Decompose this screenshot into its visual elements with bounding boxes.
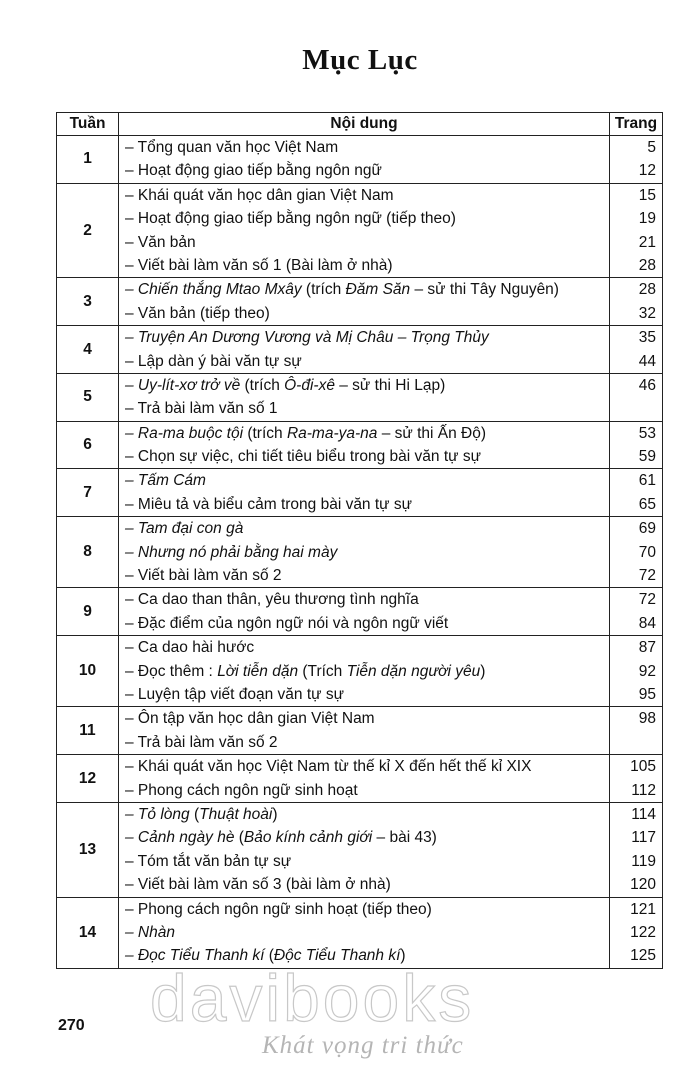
entry-text: ) <box>480 662 486 680</box>
toc-entry <box>119 707 609 730</box>
week-row <box>57 588 663 636</box>
page-ref: 65 <box>638 495 656 513</box>
content-cell <box>119 802 610 897</box>
content-cell <box>119 517 610 588</box>
toc-entry <box>119 207 609 230</box>
page-cell <box>610 469 663 517</box>
page-ref: 19 <box>638 210 656 228</box>
toc-entry <box>119 612 609 635</box>
watermark-tagline: Khát vọng tri thức <box>262 1032 464 1059</box>
entry-text: – Phong cách ngôn ngữ sinh hoạt <box>125 781 358 799</box>
page-ref: 105 <box>630 758 656 776</box>
entry-text: ( <box>264 947 274 965</box>
toc-entry <box>119 898 609 921</box>
page-ref: 95 <box>638 685 656 703</box>
page-cell <box>610 183 663 278</box>
page-cell <box>610 326 663 374</box>
toc-entry <box>119 517 609 540</box>
entry-text: – Phong cách ngôn ngữ sinh hoạt (tiếp theo) <box>125 900 432 918</box>
toc-entry <box>119 493 609 516</box>
toc-entry <box>119 683 609 706</box>
content-cell <box>119 469 610 517</box>
entry-title-italic: – Tấm Cám <box>125 472 206 490</box>
week-number: 3 <box>57 278 119 326</box>
content-cell <box>119 421 610 469</box>
week-row <box>57 802 663 897</box>
week-row <box>57 326 663 374</box>
entry-title-italic: Lời tiễn dặn <box>217 662 299 680</box>
page-cell <box>610 517 663 588</box>
entry-text: – Ôn tập văn học dân gian Việt Nam <box>125 710 375 728</box>
toc-entry <box>119 850 609 873</box>
entry-text: – sử thi Hi Lạp) <box>334 376 446 394</box>
week-row <box>57 183 663 278</box>
week-number: 14 <box>57 897 119 968</box>
content-cell <box>119 326 610 374</box>
toc-entry <box>119 588 609 611</box>
entry-title-italic: – Nhưng nó phải bằng hai mày <box>125 543 338 561</box>
week-row <box>57 636 663 707</box>
week-number: 12 <box>57 755 119 803</box>
page-ref: 120 <box>630 876 656 894</box>
entry-text: – Hoạt động giao tiếp bằng ngôn ngữ (tiếp theo) <box>125 210 456 228</box>
content-cell <box>119 755 610 803</box>
page-cell <box>610 897 663 968</box>
content-cell <box>119 636 610 707</box>
toc-entry <box>119 660 609 683</box>
page-ref: 5 <box>647 139 656 156</box>
entry-text: – Đặc điểm của ngôn ngữ nói và ngôn ngữ viết <box>125 614 449 632</box>
entry-text: – Ca dao hài hước <box>125 639 255 657</box>
week-row <box>57 517 663 588</box>
toc-entry <box>119 445 609 468</box>
page-ref: 15 <box>638 186 656 204</box>
page-header: Trang <box>610 113 663 136</box>
toc-entry <box>119 254 609 277</box>
entry-text: – Văn bản (tiếp theo) <box>125 304 270 322</box>
toc-header-row <box>57 113 663 136</box>
toc-entry <box>119 873 609 896</box>
page-ref: 35 <box>638 329 656 347</box>
content-header: Nội dung <box>119 113 610 136</box>
content-cell <box>119 136 610 184</box>
week-row <box>57 707 663 755</box>
toc-entry <box>119 803 609 826</box>
page-ref: 32 <box>638 304 656 322</box>
toc-entry <box>119 350 609 373</box>
entry-text: ) <box>272 805 278 823</box>
toc-entry <box>119 374 609 397</box>
page-ref: 121 <box>630 900 656 918</box>
entry-title-italic: – Cảnh ngày hè <box>125 829 235 847</box>
content-cell <box>119 373 610 421</box>
page-title: Mục Lục <box>302 44 418 76</box>
page-number: 270 <box>58 1017 85 1034</box>
page-cell <box>610 588 663 636</box>
entry-text: – Viết bài làm văn số 2 <box>125 567 282 585</box>
page-ref <box>610 731 662 754</box>
week-row <box>57 755 663 803</box>
toc-entry <box>119 636 609 659</box>
entry-text: – Khái quát văn học Việt Nam từ thế kỉ X đến hết thế kỉ XIX <box>125 758 532 776</box>
page-ref: 87 <box>638 639 656 657</box>
week-row <box>57 897 663 968</box>
entry-text: – Viết bài làm văn số 1 (Bài làm ở nhà) <box>125 256 393 274</box>
entry-title-italic: Tiễn dặn người yêu <box>346 662 481 680</box>
entry-title-italic: – Chiến thắng Mtao Mxây <box>125 281 302 299</box>
toc-entry <box>119 231 609 254</box>
week-number: 10 <box>57 636 119 707</box>
entry-text: (trích <box>240 376 285 394</box>
page-cell <box>610 373 663 421</box>
entry-text: – sử thi Ấn Độ) <box>377 424 486 442</box>
page-ref: 28 <box>638 256 656 274</box>
week-number: 11 <box>57 707 119 755</box>
page-ref: 122 <box>630 923 656 941</box>
entry-text: – Chọn sự việc, chi tiết tiêu biểu trong bài văn tự sự <box>125 448 481 466</box>
page-ref: 69 <box>638 520 656 538</box>
entry-text: (trích <box>301 281 346 299</box>
toc-entry <box>119 921 609 944</box>
entry-text: (trích <box>243 424 287 442</box>
content-cell <box>119 278 610 326</box>
page-ref: 59 <box>638 448 656 466</box>
page-ref: 84 <box>638 614 656 632</box>
entry-text: – Viết bài làm văn số 3 (bài làm ở nhà) <box>125 876 391 894</box>
watermark-logo: davibooks <box>150 961 475 1035</box>
entry-text: – Đọc thêm : <box>125 662 218 680</box>
week-number: 1 <box>57 136 119 184</box>
page-ref: 112 <box>631 781 656 799</box>
entry-text: – Trả bài làm văn số 2 <box>125 733 278 751</box>
entry-text: – Ca dao than thân, yêu thương tình nghĩa <box>125 591 419 609</box>
toc-entry <box>119 755 609 778</box>
entry-text: – Văn bản <box>125 233 196 251</box>
page-ref: 28 <box>638 281 656 299</box>
page-ref: 125 <box>630 947 656 965</box>
entry-title-italic: – Tỏ lòng <box>125 805 190 823</box>
toc-table <box>56 112 663 969</box>
toc-entry <box>119 826 609 849</box>
page-ref <box>610 397 662 420</box>
week-row <box>57 278 663 326</box>
entry-text: – Khái quát văn học dân gian Việt Nam <box>125 186 394 204</box>
entry-title-italic: Độc Tiểu Thanh kí <box>273 947 401 965</box>
entry-title-italic: – Nhàn <box>125 923 175 941</box>
content-cell <box>119 897 610 968</box>
entry-text: – Miêu tả và biểu cảm trong bài văn tự sự <box>125 495 412 513</box>
page-ref: 117 <box>631 829 656 847</box>
page-ref: 21 <box>638 233 656 251</box>
entry-text: – Tổng quan văn học Việt Nam <box>125 139 339 156</box>
entry-title-italic: Đăm Săn <box>345 281 411 299</box>
toc-entry <box>119 302 609 325</box>
content-cell <box>119 588 610 636</box>
toc-entry <box>119 422 609 445</box>
toc-entry <box>119 136 609 159</box>
entry-title-italic: – Uy-lít-xơ trở về <box>125 376 241 394</box>
entry-title-italic: Ra-ma-ya-na <box>286 424 378 442</box>
page-cell <box>610 278 663 326</box>
week-row <box>57 421 663 469</box>
week-number: 8 <box>57 517 119 588</box>
week-number: 6 <box>57 421 119 469</box>
entry-text: – Hoạt động giao tiếp bằng ngôn ngữ <box>125 162 382 180</box>
entry-text: – Luyện tập viết đoạn văn tự sự <box>125 685 344 703</box>
page-ref: 46 <box>638 376 656 394</box>
page-cell <box>610 636 663 707</box>
page-cell <box>610 755 663 803</box>
page-cell <box>610 802 663 897</box>
page-cell <box>610 707 663 755</box>
page-ref: 70 <box>638 543 656 561</box>
page-ref: 53 <box>638 424 656 442</box>
toc-entry <box>119 731 609 754</box>
week-number: 13 <box>57 802 119 897</box>
entry-text: – sử thi Tây Nguyên) <box>410 281 559 299</box>
entry-title-italic: – Ra-ma buộc tội <box>125 424 244 442</box>
entry-text: (Trích <box>298 662 347 680</box>
week-number: 7 <box>57 469 119 517</box>
page-ref: 72 <box>638 567 656 585</box>
page-ref: 119 <box>631 852 656 870</box>
toc-entry <box>119 469 609 492</box>
page-cell <box>610 136 663 184</box>
toc-entry <box>119 397 609 420</box>
entry-title-italic: – Truyện An Dương Vương và Mị Châu – Trọng Thủy <box>125 329 489 347</box>
entry-text: – Trả bài làm văn số 1 <box>125 400 278 418</box>
entry-text: – Lập dàn ý bài văn tự sự <box>125 352 302 370</box>
entry-title-italic: – Tam đại con gà <box>125 520 244 538</box>
page-ref: 12 <box>638 162 656 180</box>
page-cell <box>610 421 663 469</box>
toc-entry <box>119 326 609 349</box>
entry-title-italic: Thuật hoài <box>199 805 273 823</box>
entry-title-italic: Ô-đi-xê <box>284 376 335 394</box>
toc-entry <box>119 184 609 207</box>
week-number: 5 <box>57 373 119 421</box>
entry-text: ( <box>189 805 200 823</box>
week-number: 4 <box>57 326 119 374</box>
week-header: Tuần <box>57 113 119 136</box>
page-ref: 61 <box>638 472 656 490</box>
toc-body <box>57 136 663 969</box>
toc-entry <box>119 159 609 182</box>
page-ref: 114 <box>631 805 656 823</box>
entry-text: ) <box>400 947 406 965</box>
entry-text: – Tóm tắt văn bản tự sự <box>125 852 292 870</box>
toc-entry <box>119 541 609 564</box>
week-number: 9 <box>57 588 119 636</box>
entry-title-italic: – Đọc Tiểu Thanh kí <box>125 947 265 965</box>
content-cell <box>119 183 610 278</box>
week-row <box>57 373 663 421</box>
page-ref: 98 <box>638 710 656 728</box>
entry-title-italic: Bảo kính cảnh giới <box>243 829 373 847</box>
page-ref: 72 <box>638 591 656 609</box>
content-cell <box>119 707 610 755</box>
entry-text: – bài 43) <box>372 829 437 847</box>
week-row <box>57 136 663 184</box>
page-ref: 92 <box>638 662 656 680</box>
toc-entry <box>119 564 609 587</box>
page-ref: 44 <box>638 352 656 370</box>
entry-text: ( <box>234 829 244 847</box>
week-row <box>57 469 663 517</box>
week-number: 2 <box>57 183 119 278</box>
toc-entry <box>119 779 609 802</box>
toc-entry <box>119 278 609 301</box>
